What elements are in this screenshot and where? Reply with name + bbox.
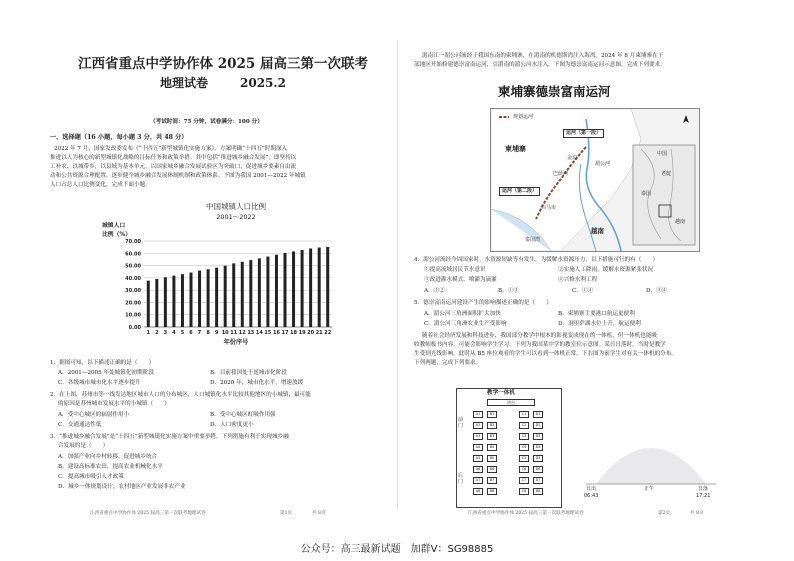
q4-choice-c: C．①④ [572, 288, 594, 294]
q4-item-2: ②实施人工降雨，缓解水资源紧张状况 [558, 267, 654, 273]
intro-line: 动和公共资源合理配置，逐步健全城乡融合发展体制机制和政策体系。下图为我国 2001—2022 年城镇 [50, 173, 306, 179]
seat: D7 [533, 477, 543, 484]
intro-line: 推进以人为核心的新型城镇化战略的目标任务和政策举措。其中包括“推进城乡融合发展”，即坚持以 [50, 155, 297, 161]
seat: C2 [519, 422, 529, 429]
seat: B6 [487, 466, 497, 473]
chart-ylabel: 比例（%） [102, 232, 131, 238]
exam-date: 2025.2 [240, 76, 286, 90]
chart-ytick-label: 50.00 [125, 263, 141, 270]
q3-option-b: B．建设高标准农田，提高农业机械化水平 [58, 464, 163, 470]
chart-bar [232, 263, 235, 327]
section-heading: 一、选择题（16 小题，每小题 3 分，共 48 分） [50, 134, 188, 141]
chart-bar [155, 279, 158, 327]
back-door-label: 后门 [458, 473, 464, 485]
chart-bar [147, 281, 150, 327]
seat: B7 [487, 477, 497, 484]
chart-xtick-label: 15 [264, 330, 272, 336]
q2-stem: 2．在上图，苏州市等一线发达地区城市人口的分布城区，人口城镇化水平比较其他地区的小城镇，最可能 [50, 392, 311, 398]
chart-bar [266, 257, 269, 327]
q1-option-d: D．2020 年，城市化水平，增速放缓 [210, 380, 304, 386]
inset-label-china: 中国 [657, 151, 668, 157]
inset-label-vietnam: 越南 [675, 219, 686, 225]
chart-xtick-label: 3 [163, 330, 168, 336]
chart-xlabel: 年份序号 [223, 339, 249, 346]
chart-bar [164, 277, 167, 327]
chart-xtick-label: 16 [272, 330, 280, 336]
seat: C4 [519, 444, 529, 451]
seat: B3 [487, 433, 497, 440]
canal-map [490, 108, 700, 252]
chart-ytick-label: 20.00 [125, 300, 141, 307]
chart-xtick-label: 1 [146, 330, 151, 336]
chart-xtick-label: 2 [155, 330, 159, 336]
q2-option-d: D．人口密度更小 [210, 422, 254, 428]
sunset-time: 17:21 [696, 493, 711, 499]
left-footer: 江西省重点中学协作体 2025 届高三第一次联考地理试卷 [90, 511, 206, 516]
inset-label-thailand: 泰国 [641, 191, 652, 197]
chart-bar [284, 253, 287, 327]
front-door-label: 前门 [458, 417, 464, 429]
seat: A8 [473, 488, 483, 495]
label-mekong: 湄公河 [595, 161, 611, 167]
smartboard-label: 教学一体机 [487, 390, 515, 396]
q3-option-d: D．城乡一体规划设计，农村地区产业发展非农产业 [58, 484, 186, 490]
q4-choice-b: B．①③ [498, 288, 519, 294]
seat: A1 [473, 411, 483, 418]
q5-option-d: D．洞里萨湖水位上升，航运便利 [558, 321, 641, 327]
podium: 讲台 [487, 399, 535, 406]
chart-subtitle: 2001～2022 [216, 213, 256, 221]
chart-xtick-label: 5 [180, 330, 185, 336]
q4-stem: 4．湄公河流经今周国家时，水资源短缺等有发生，为缓解水资源压力，以下措施可行的有（ ） [414, 257, 659, 263]
q3-stem: 合发展的是（ ） [58, 443, 109, 449]
seat: C1 [519, 411, 529, 418]
label-cambodia: 柬埔寨 [505, 145, 526, 153]
chart-xtick-label: 9 [214, 330, 219, 336]
chart-title: 中国城镇人口比例 [206, 202, 266, 211]
chart-bar [249, 260, 252, 327]
q2-option-b: B．受中心城区虹吸作用强 [210, 412, 276, 418]
chart-bar [275, 255, 278, 327]
seat: D8 [533, 488, 543, 495]
right-footer-total: 共 8页 [690, 511, 704, 516]
seat: C7 [519, 477, 529, 484]
right-footer-page: 第2页 [658, 511, 671, 516]
intro-line: 人口占总人口比例变化，完成下面小题。 [50, 182, 151, 188]
map-title: 柬埔寨德崇富南运河 [498, 84, 611, 99]
label-vietnam: 越南 [591, 227, 604, 235]
seat: A3 [473, 433, 483, 440]
classroom-diagram [456, 388, 562, 508]
seat: A5 [473, 455, 483, 462]
intro-line: 2022 年 7 月，国家发改委发布《“十四五”新型城镇化实施方案》，方案明确“十四五”时期深入 [54, 146, 288, 152]
chart-xtick-label: 19 [298, 330, 306, 336]
seat: C3 [519, 433, 529, 440]
chart-bar [215, 268, 218, 327]
chart-ylabel: 城镇人口 [102, 223, 126, 229]
seat: B2 [487, 422, 497, 429]
chart-xtick-label: 21 [315, 330, 323, 336]
right-page [408, 12, 770, 522]
right-intro2-line: 下列两题，完成下列要求。 [414, 360, 482, 366]
seat: A7 [473, 477, 483, 484]
seat: B5 [487, 455, 497, 462]
seat: B8 [487, 488, 497, 495]
seat: A4 [473, 444, 483, 451]
chart-xtick-label: 10 [221, 330, 229, 336]
exam-title: 江西省重点中学协作体 2025 届高三第一次联考 [78, 56, 368, 72]
chart-xtick-label: 11 [230, 330, 238, 336]
chart-ytick-label: 60.00 [125, 251, 141, 258]
chart-xtick-label: 17 [281, 330, 289, 336]
q4-item-3: ③改进灌水模式，喷灌为滴灌 [424, 277, 497, 283]
exam-info: （考试时间：75 分钟，试卷满分：100 分） [150, 119, 263, 125]
q5-stem: 5．德崇富南运河建设产生的影响描述正确的是（ ） [414, 300, 552, 306]
seat: D1 [533, 411, 543, 418]
seat: D3 [533, 433, 543, 440]
chart-ytick-label: 30.00 [125, 288, 141, 295]
right-intro-line: 湄南江一湄公河流经于我国东南的柬埔寨，在湄南的机德斯湾注入海湾。2024 年 8 月柬埔寨在干 [422, 53, 664, 59]
q4-choice-a: A．①② [424, 288, 445, 294]
right-intro2-line: 生受到光线影响。此时从 B5 座位观看的学生可以看到一体机正常。下右图为前学生对有关一体机的分布。 [414, 351, 677, 357]
canal-tag-2: 运河（第二段） [499, 187, 540, 196]
q5-option-c: C．湄公河三角洲农业生产受影响 [424, 321, 507, 327]
sun-path-diagram [576, 422, 726, 502]
label-gulf: 泰国湾 [525, 237, 541, 243]
chart-ytick-label: 40.00 [125, 275, 141, 282]
seat: D2 [533, 422, 543, 429]
chart-bar [292, 251, 295, 327]
seat: A2 [473, 422, 483, 429]
chart-bar [309, 248, 312, 327]
seat: D5 [533, 455, 543, 462]
chart-xtick-label: 12 [238, 330, 246, 336]
chart-ytick-label: 0.00 [128, 325, 141, 331]
chart-xtick-label: 7 [197, 330, 202, 336]
canal-tag-1: 运河（第一段） [563, 129, 604, 138]
seat: B1 [487, 411, 497, 418]
chart-ytick-label: 70.00 [125, 239, 141, 245]
chart-bar [301, 250, 304, 327]
map-legend: 规划运河 [513, 114, 534, 120]
chart-xtick-label: 20 [307, 330, 315, 336]
chart-bar [224, 266, 227, 327]
chart-xtick-label: 22 [324, 330, 332, 336]
intro-line: 工补农、以城带乡，以县域为基本单元，以国家城乡融合发展试验区为突破口，促进城乡要素自由流 [50, 164, 297, 170]
q2-option-a: A．受中心城区的辐射作用小 [58, 412, 130, 418]
exam-subject: 地理试卷 [160, 76, 209, 90]
q2-option-c: C．交通通达性低 [58, 422, 102, 428]
q3-option-a: A．加强产业向乡村转移，促进城乡统合 [58, 454, 158, 460]
bottom-banner: 公众号：高三最新试题 加群V：SG98885 [300, 544, 494, 555]
seat: D4 [533, 444, 543, 451]
chart-bar [172, 276, 175, 327]
seat: C8 [519, 488, 529, 495]
page-divider [397, 40, 398, 510]
chart-xtick-label: 14 [255, 330, 263, 336]
sunset-label: 日落 [698, 486, 709, 492]
chart-bar [326, 247, 329, 327]
left-footer-total: 共 8页 [312, 511, 326, 516]
right-intro-line: 部地区开始修建德崇富南运河，引湄南的湄公河水注入。下图为德崇富南运河示意图，完成下列要求。 [414, 62, 666, 68]
inset-label-laos: 老挝 [661, 171, 672, 177]
q1-option-c: C．各级城市城市化水平逐步提升 [58, 380, 141, 386]
chart-bar [207, 269, 210, 327]
chart-ytick-label: 10.00 [125, 312, 141, 319]
q2-stem: 的原因是苏州城市发展水平的小城镇（ ） [58, 401, 170, 407]
right-footer: 江西省重点中学协作体 2025 届高三第一次联考地理试卷 [468, 511, 584, 516]
left-footer-page: 第1页 [280, 511, 293, 516]
chart-xtick-label: 4 [172, 330, 176, 336]
chart-svg [100, 197, 340, 347]
q3-option-c: C．提高城市吸引人才政策 [58, 474, 124, 480]
sunrise-label: 日出 [586, 486, 597, 492]
noon-label: 正午 [644, 486, 655, 492]
label-bassac: 巴萨河 [553, 171, 569, 177]
chart-bar [190, 273, 193, 327]
chart-xtick-label: 6 [189, 330, 193, 336]
label-phnom-penh: 金边 [567, 155, 578, 161]
q5-option-a: A．湄公河三角洲面积扩大加快 [424, 311, 501, 317]
seat: C6 [519, 466, 529, 473]
seat: D6 [533, 466, 543, 473]
chart-xtick-label: 13 [247, 330, 255, 336]
q4-item-4: ④兴修水利工程 [558, 277, 598, 283]
q4-choice-d: D．③④ [646, 288, 668, 294]
chart-bar [241, 262, 244, 327]
seat: A6 [473, 466, 483, 473]
urbanization-chart [100, 197, 340, 347]
q5-option-b: B．柬埔寨主要港口航运更便利 [558, 311, 635, 317]
chart-xtick-label: 18 [290, 330, 298, 336]
q1-stem: 1．据图可知，以下描述正确的是（ ） [50, 360, 155, 366]
chart-bar [258, 258, 261, 327]
right-intro2-line: 随着社会经济发展和科技进步，我国部分教学中根本的影视变成现在的一体机，但一体机也能吸 [422, 333, 657, 339]
chart-bar [318, 248, 321, 327]
seat: C5 [519, 455, 529, 462]
label-kep: 白马市 [541, 205, 557, 211]
sunrise-time: 06:43 [584, 493, 599, 499]
q1-option-b: B．目前我国处于逆城市化阶段 [210, 370, 287, 376]
chart-bar [198, 271, 201, 327]
left-page [30, 12, 388, 522]
q3-stem: 3．“推进城乡融合发展”是“十四五”新型城镇化实施方案中重要举措。下列措施有利于实现城乡融 [50, 434, 289, 440]
seat: B4 [487, 444, 497, 451]
chart-bar [181, 274, 184, 327]
q4-item-1: ①提高流域居民节水意识 [424, 267, 486, 273]
chart-xtick-label: 8 [206, 330, 210, 336]
q1-option-a: A．2001—2005 年处城镇化初期阶段 [58, 370, 154, 376]
right-intro2-line: 收教师板书内容，可能会影响学生学习，下列为我国某中学的教室位示意图。某日日落时，当时是教学 [414, 342, 666, 348]
